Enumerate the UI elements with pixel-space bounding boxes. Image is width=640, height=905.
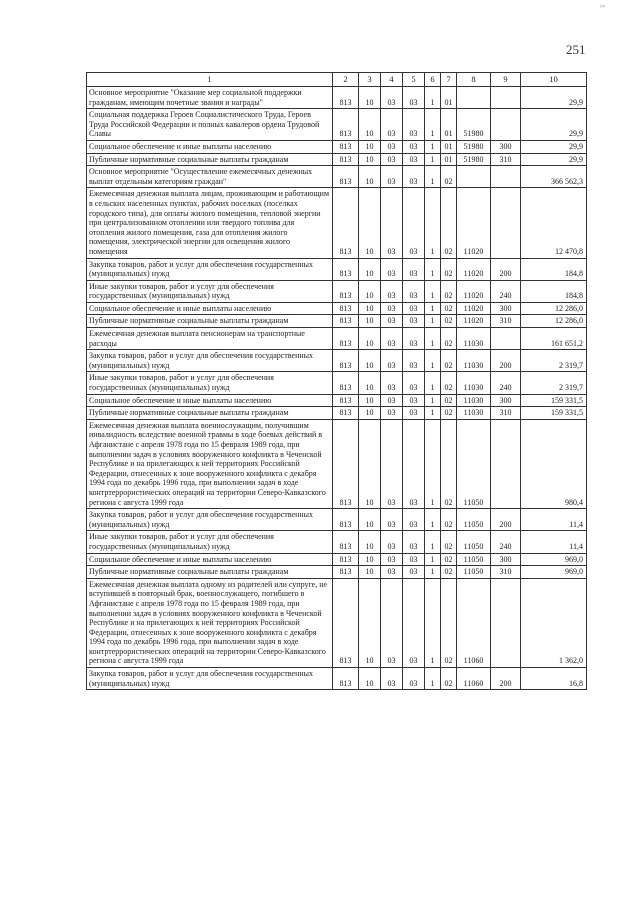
podrazdel-cell: 03: [381, 302, 403, 315]
glava-cell: 813: [333, 140, 359, 153]
subprogram-cell: 1: [425, 315, 441, 328]
podrazdel-cell: 03: [381, 578, 403, 667]
program-cell: 03: [403, 578, 425, 667]
direction-cell: [457, 166, 491, 188]
program-cell: 03: [403, 394, 425, 407]
razdel-cell: 10: [359, 566, 381, 579]
program-cell: 03: [403, 153, 425, 166]
amount-cell: 12 286,0: [521, 315, 587, 328]
program-cell: 03: [403, 668, 425, 690]
row-name-cell: Ежемесячная денежная выплата военнослужащим, получившим инвалидность вследствие военной травмы в ходе боевых действий в Афганистане с апреля 1978 года по 15 февраля 1989 года, при выполнении задач в условиях вооруженного конфликта в Чеченской Республике и на прилегающих к ней территориях Российской Федерации, отнесенных к зоне вооруженного конфликта с декабря 1994 года по декабрь 1996 года, при выполнении задач в ходе контртеррористических операций на территории Северо-Кавказского региона с августа 1999 года: [87, 419, 333, 508]
glava-cell: 813: [333, 166, 359, 188]
expense-type-cell: 310: [491, 566, 521, 579]
expense-type-cell: 200: [491, 258, 521, 280]
podrazdel-cell: 03: [381, 258, 403, 280]
table-row: [87, 531, 587, 553]
table-row: [87, 407, 587, 420]
amount-cell: 1 362,0: [521, 578, 587, 667]
expense-type-cell: 300: [491, 394, 521, 407]
podrazdel-cell: 03: [381, 87, 403, 109]
row-name-cell: Социальное обеспечение и иные выплаты населению: [87, 302, 333, 315]
row-name-cell: Иные закупки товаров, работ и услуг для обеспечения государственных (муниципальных) нужд: [87, 280, 333, 302]
program-cell: 03: [403, 315, 425, 328]
glava-cell: 813: [333, 328, 359, 350]
subprogram-cell: 1: [425, 372, 441, 394]
podrazdel-cell: 03: [381, 566, 403, 579]
amount-cell: 11,4: [521, 531, 587, 553]
program-cell: 03: [403, 531, 425, 553]
amount-cell: 159 331,5: [521, 394, 587, 407]
podrazdel-cell: 03: [381, 509, 403, 531]
subprogram-cell: 1: [425, 140, 441, 153]
podrazdel-cell: 03: [381, 315, 403, 328]
row-name-cell: Основное мероприятие "Оказание мер социальной поддержки гражданам, имеющим почетные звания и награды": [87, 87, 333, 109]
table-row: [87, 109, 587, 141]
expense-type-cell: 240: [491, 372, 521, 394]
direction-cell: 11050: [457, 419, 491, 508]
header-cell: 10: [521, 73, 587, 87]
program-cell: 03: [403, 166, 425, 188]
measure-cell: 02: [441, 566, 457, 579]
header-cell: 3: [359, 73, 381, 87]
table-row: [87, 188, 587, 258]
row-name-cell: Закупка товаров, работ и услуг для обеспечения государственных (муниципальных) нужд: [87, 509, 333, 531]
subprogram-cell: 1: [425, 153, 441, 166]
measure-cell: 02: [441, 407, 457, 420]
direction-cell: 11030: [457, 407, 491, 420]
glava-cell: 813: [333, 372, 359, 394]
amount-cell: 2 319,7: [521, 372, 587, 394]
table-row: [87, 166, 587, 188]
measure-cell: 02: [441, 350, 457, 372]
measure-cell: 02: [441, 258, 457, 280]
measure-cell: 01: [441, 140, 457, 153]
measure-cell: 02: [441, 315, 457, 328]
expense-type-cell: [491, 188, 521, 258]
podrazdel-cell: 03: [381, 280, 403, 302]
direction-cell: 11050: [457, 566, 491, 579]
expense-type-cell: 310: [491, 315, 521, 328]
corner-mark: ᵒᵛ: [600, 2, 606, 12]
amount-cell: 12 470,8: [521, 188, 587, 258]
glava-cell: 813: [333, 394, 359, 407]
expense-type-cell: [491, 328, 521, 350]
direction-cell: 11020: [457, 302, 491, 315]
glava-cell: 813: [333, 350, 359, 372]
row-name-cell: Ежемесячная денежная выплата лицам, проживающим и работающим в сельских населенных пунктах, рабочих поселках (поселках городского типа), для оплаты жилого помещения, тепловой энергии при централизованном отоплении или твердого топлива для отопления жилого помещения, газа для отопления жилого помещения, электрической энергии для освещения жилого помещения: [87, 188, 333, 258]
subprogram-cell: 1: [425, 509, 441, 531]
row-name-cell: Социальное обеспечение и иные выплаты населению: [87, 553, 333, 566]
direction-cell: 51980: [457, 140, 491, 153]
measure-cell: 01: [441, 87, 457, 109]
row-name-cell: Закупка товаров, работ и услуг для обеспечения государственных (муниципальных) нужд: [87, 258, 333, 280]
podrazdel-cell: 03: [381, 372, 403, 394]
podrazdel-cell: 03: [381, 188, 403, 258]
direction-cell: 51980: [457, 153, 491, 166]
header-cell: 1: [87, 73, 333, 87]
table-row: [87, 280, 587, 302]
page-number: 251: [566, 42, 586, 57]
amount-cell: 161 651,2: [521, 328, 587, 350]
program-cell: 03: [403, 280, 425, 302]
glava-cell: 813: [333, 302, 359, 315]
table-row: [87, 350, 587, 372]
subprogram-cell: 1: [425, 566, 441, 579]
podrazdel-cell: 03: [381, 668, 403, 690]
razdel-cell: 10: [359, 258, 381, 280]
expense-type-cell: 300: [491, 553, 521, 566]
measure-cell: 02: [441, 280, 457, 302]
row-name-cell: Закупка товаров, работ и услуг для обеспечения государственных (муниципальных) нужд: [87, 350, 333, 372]
subprogram-cell: 1: [425, 109, 441, 141]
subprogram-cell: 1: [425, 553, 441, 566]
razdel-cell: 10: [359, 153, 381, 166]
measure-cell: 02: [441, 531, 457, 553]
direction-cell: 11030: [457, 350, 491, 372]
measure-cell: 02: [441, 668, 457, 690]
podrazdel-cell: 03: [381, 153, 403, 166]
table-row: [87, 419, 587, 508]
program-cell: 03: [403, 87, 425, 109]
expense-type-cell: 300: [491, 140, 521, 153]
glava-cell: 813: [333, 566, 359, 579]
program-cell: 03: [403, 566, 425, 579]
glava-cell: 813: [333, 258, 359, 280]
measure-cell: 02: [441, 394, 457, 407]
glava-cell: 813: [333, 419, 359, 508]
subprogram-cell: 1: [425, 531, 441, 553]
expense-type-cell: 240: [491, 280, 521, 302]
amount-cell: 16,8: [521, 668, 587, 690]
program-cell: 03: [403, 140, 425, 153]
direction-cell: 11030: [457, 372, 491, 394]
header-cell: 8: [457, 73, 491, 87]
expense-type-cell: 300: [491, 302, 521, 315]
direction-cell: 11020: [457, 188, 491, 258]
glava-cell: 813: [333, 280, 359, 302]
expense-type-cell: [491, 109, 521, 141]
razdel-cell: 10: [359, 140, 381, 153]
table-body: [87, 87, 587, 690]
direction-cell: 11050: [457, 553, 491, 566]
razdel-cell: 10: [359, 372, 381, 394]
amount-cell: 29,9: [521, 153, 587, 166]
podrazdel-cell: 03: [381, 109, 403, 141]
subprogram-cell: 1: [425, 188, 441, 258]
table-row: [87, 315, 587, 328]
header-cell: 9: [491, 73, 521, 87]
amount-cell: 366 562,3: [521, 166, 587, 188]
razdel-cell: 10: [359, 350, 381, 372]
row-name-cell: Публичные нормативные социальные выплаты гражданам: [87, 153, 333, 166]
header-cell: 4: [381, 73, 403, 87]
table-row: [87, 328, 587, 350]
measure-cell: 02: [441, 419, 457, 508]
podrazdel-cell: 03: [381, 350, 403, 372]
program-cell: 03: [403, 302, 425, 315]
amount-cell: 29,9: [521, 140, 587, 153]
table-row: [87, 394, 587, 407]
measure-cell: 02: [441, 578, 457, 667]
program-cell: 03: [403, 407, 425, 420]
row-name-cell: Публичные нормативные социальные выплаты гражданам: [87, 407, 333, 420]
table-header-row: [87, 73, 587, 87]
measure-cell: 02: [441, 188, 457, 258]
razdel-cell: 10: [359, 280, 381, 302]
amount-cell: 184,8: [521, 258, 587, 280]
razdel-cell: 10: [359, 553, 381, 566]
razdel-cell: 10: [359, 328, 381, 350]
row-name-cell: Публичные нормативные социальные выплаты гражданам: [87, 566, 333, 579]
measure-cell: 01: [441, 109, 457, 141]
amount-cell: 11,4: [521, 509, 587, 531]
podrazdel-cell: 03: [381, 140, 403, 153]
measure-cell: 02: [441, 328, 457, 350]
subprogram-cell: 1: [425, 578, 441, 667]
razdel-cell: 10: [359, 87, 381, 109]
program-cell: 03: [403, 509, 425, 531]
program-cell: 03: [403, 350, 425, 372]
subprogram-cell: 1: [425, 166, 441, 188]
podrazdel-cell: 03: [381, 407, 403, 420]
subprogram-cell: 1: [425, 350, 441, 372]
podrazdel-cell: 03: [381, 531, 403, 553]
row-name-cell: Основное мероприятие "Осуществление ежемесячных денежных выплат отдельным категориям граждан": [87, 166, 333, 188]
expense-type-cell: [491, 166, 521, 188]
table-row: [87, 87, 587, 109]
row-name-cell: Социальная поддержка Героев Социалистического Труда, Героев Труда Российской Федерации и полных кавалеров ордена Трудовой Славы: [87, 109, 333, 141]
direction-cell: 11050: [457, 509, 491, 531]
direction-cell: 11050: [457, 531, 491, 553]
row-name-cell: Публичные нормативные социальные выплаты гражданам: [87, 315, 333, 328]
podrazdel-cell: 03: [381, 328, 403, 350]
table-row: [87, 140, 587, 153]
table-row: [87, 509, 587, 531]
measure-cell: 02: [441, 166, 457, 188]
razdel-cell: 10: [359, 166, 381, 188]
expense-type-cell: [491, 87, 521, 109]
expense-type-cell: [491, 419, 521, 508]
direction-cell: 11060: [457, 668, 491, 690]
subprogram-cell: 1: [425, 407, 441, 420]
budget-table: [86, 72, 587, 690]
program-cell: 03: [403, 419, 425, 508]
direction-cell: 11030: [457, 394, 491, 407]
measure-cell: 02: [441, 372, 457, 394]
glava-cell: 813: [333, 553, 359, 566]
row-name-cell: Ежемесячная денежная выплата одному из родителей или супруге, не вступившей в повторный брак, военнослужащего, погибшего в Афганистане с апреля 1978 года по 15 февраля 1989 года, при выполнении задач в условиях вооруженного конфликта в Чеченской Республике и на прилегающих к ней территориях Российской Федерации, отнесенных к зоне вооруженного конфликта с декабря 1994 года по декабрь 1996 года, при выполнении задач в ходе контртеррористических операций на территории Северо-Кавказского региона с августа 1999 года: [87, 578, 333, 667]
program-cell: 03: [403, 328, 425, 350]
glava-cell: 813: [333, 109, 359, 141]
row-name-cell: Иные закупки товаров, работ и услуг для обеспечения государственных (муниципальных) нужд: [87, 531, 333, 553]
glava-cell: 813: [333, 315, 359, 328]
razdel-cell: 10: [359, 394, 381, 407]
razdel-cell: 10: [359, 509, 381, 531]
expense-type-cell: [491, 578, 521, 667]
amount-cell: 184,8: [521, 280, 587, 302]
glava-cell: 813: [333, 87, 359, 109]
header-cell: 2: [333, 73, 359, 87]
subprogram-cell: 1: [425, 258, 441, 280]
glava-cell: 813: [333, 407, 359, 420]
measure-cell: 02: [441, 509, 457, 531]
direction-cell: 11030: [457, 328, 491, 350]
podrazdel-cell: 03: [381, 553, 403, 566]
glava-cell: 813: [333, 188, 359, 258]
header-cell: 6: [425, 73, 441, 87]
expense-type-cell: 310: [491, 407, 521, 420]
glava-cell: 813: [333, 531, 359, 553]
glava-cell: 813: [333, 668, 359, 690]
razdel-cell: 10: [359, 188, 381, 258]
measure-cell: 02: [441, 553, 457, 566]
glava-cell: 813: [333, 578, 359, 667]
table-row: [87, 372, 587, 394]
row-name-cell: Закупка товаров, работ и услуг для обеспечения государственных (муниципальных) нужд: [87, 668, 333, 690]
amount-cell: 2 319,7: [521, 350, 587, 372]
program-cell: 03: [403, 109, 425, 141]
program-cell: 03: [403, 188, 425, 258]
amount-cell: 159 331,5: [521, 407, 587, 420]
amount-cell: 969,0: [521, 553, 587, 566]
subprogram-cell: 1: [425, 668, 441, 690]
measure-cell: 01: [441, 153, 457, 166]
direction-cell: 11060: [457, 578, 491, 667]
subprogram-cell: 1: [425, 394, 441, 407]
amount-cell: 969,0: [521, 566, 587, 579]
table-row: [87, 668, 587, 690]
razdel-cell: 10: [359, 302, 381, 315]
subprogram-cell: 1: [425, 280, 441, 302]
expense-type-cell: 310: [491, 153, 521, 166]
program-cell: 03: [403, 553, 425, 566]
glava-cell: 813: [333, 153, 359, 166]
table-row: [87, 258, 587, 280]
subprogram-cell: 1: [425, 302, 441, 315]
razdel-cell: 10: [359, 668, 381, 690]
expense-type-cell: 200: [491, 350, 521, 372]
expense-type-cell: 240: [491, 531, 521, 553]
razdel-cell: 10: [359, 419, 381, 508]
direction-cell: 11020: [457, 258, 491, 280]
razdel-cell: 10: [359, 109, 381, 141]
amount-cell: 980,4: [521, 419, 587, 508]
direction-cell: 51980: [457, 109, 491, 141]
direction-cell: 11020: [457, 315, 491, 328]
podrazdel-cell: 03: [381, 419, 403, 508]
subprogram-cell: 1: [425, 419, 441, 508]
subprogram-cell: 1: [425, 328, 441, 350]
table-row: [87, 578, 587, 667]
table-row: [87, 302, 587, 315]
razdel-cell: 10: [359, 578, 381, 667]
measure-cell: 02: [441, 302, 457, 315]
amount-cell: 29,9: [521, 87, 587, 109]
subprogram-cell: 1: [425, 87, 441, 109]
razdel-cell: 10: [359, 407, 381, 420]
program-cell: 03: [403, 372, 425, 394]
program-cell: 03: [403, 258, 425, 280]
razdel-cell: 10: [359, 531, 381, 553]
razdel-cell: 10: [359, 315, 381, 328]
podrazdel-cell: 03: [381, 166, 403, 188]
row-name-cell: Ежемесячная денежная выплата пенсионерам на транспортные расходы: [87, 328, 333, 350]
direction-cell: 11020: [457, 280, 491, 302]
amount-cell: 29,9: [521, 109, 587, 141]
expense-type-cell: 200: [491, 509, 521, 531]
table-row: [87, 153, 587, 166]
amount-cell: 12 286,0: [521, 302, 587, 315]
direction-cell: [457, 87, 491, 109]
row-name-cell: Иные закупки товаров, работ и услуг для обеспечения государственных (муниципальных) нужд: [87, 372, 333, 394]
table-row: [87, 553, 587, 566]
header-cell: 5: [403, 73, 425, 87]
podrazdel-cell: 03: [381, 394, 403, 407]
row-name-cell: Социальное обеспечение и иные выплаты населению: [87, 140, 333, 153]
row-name-cell: Социальное обеспечение и иные выплаты населению: [87, 394, 333, 407]
header-cell: 7: [441, 73, 457, 87]
glava-cell: 813: [333, 509, 359, 531]
table-row: [87, 566, 587, 579]
expense-type-cell: 200: [491, 668, 521, 690]
